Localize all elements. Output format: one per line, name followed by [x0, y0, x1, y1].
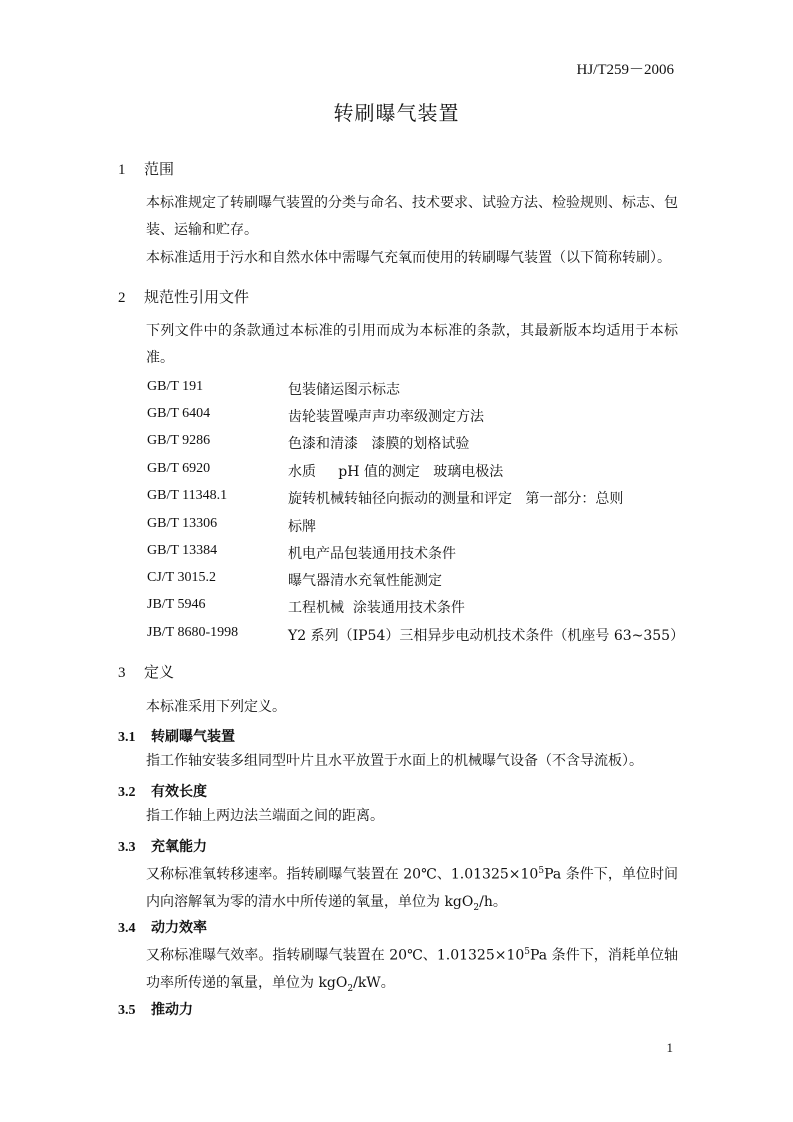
- standard-number: HJ/T259－2006: [576, 62, 674, 78]
- reference-title: 标牌: [288, 519, 316, 535]
- subscript: 2: [347, 983, 354, 994]
- reference-title: 工程机械 涂装通用技术条件: [288, 600, 465, 616]
- reference-code: JB/T 8680-1998: [147, 625, 239, 640]
- reference-code: GB/T 191: [147, 379, 204, 394]
- section-1-heading: [118, 158, 174, 179]
- reference-title: 水质 pH 值的测定 玻璃电极法: [288, 464, 504, 480]
- paragraph-text: [118, 939, 678, 1002]
- paragraph-text: 指工作轴安装多组同型叶片且水平放置于水面上的机械曝气设备（不含导流板）。: [146, 753, 643, 769]
- clause-number: 3.3: [118, 840, 136, 855]
- reference-code: JB/T 5946: [147, 597, 206, 612]
- text-segment: 又称标准氧转移速率。指转刷曝气装置在 20℃、1.01325×10: [146, 866, 539, 883]
- reference-code: GB/T 6404: [147, 406, 211, 421]
- reference-title: 曝气器清水充氧性能测定: [288, 573, 442, 589]
- text-segment: Pa 条件下，消耗单位轴功率所传递的氧量，单位为 kgO: [146, 947, 678, 991]
- superscript: 5: [538, 866, 545, 876]
- reference-code: CJ/T 3015.2: [147, 570, 216, 585]
- text-segment: Pa 条件下，单位时间内向溶解氧为零的清水中所传递的氧量，单位为 kgO: [146, 866, 678, 910]
- reference-title: 旋转机械转轴径向振动的测量和评定 第一部分：总则: [288, 491, 624, 507]
- reference-title: 齿轮装置噪声声功率级测定方法: [288, 409, 484, 425]
- definition-3-4-heading: [118, 917, 207, 937]
- section-title: 规范性引用文件: [144, 288, 250, 306]
- reference-title: 色漆和清漆 漆膜的划格试验: [288, 436, 470, 452]
- text-segment: /kW。: [353, 974, 395, 991]
- section-2-heading: [118, 286, 249, 307]
- paragraph-text: 指工作轴上两边法兰端面之间的距离。: [146, 808, 384, 824]
- section-1-paragraph-1: [118, 190, 678, 244]
- clause-title: 充氧能力: [151, 839, 207, 855]
- definition-3-3-text: [118, 858, 678, 921]
- section-number: 1: [118, 162, 126, 178]
- clause-title: 转刷曝气装置: [151, 729, 235, 745]
- section-title: 范围: [144, 160, 175, 178]
- clause-title: 动力效率: [151, 920, 207, 936]
- section-1-paragraph-2: [118, 245, 678, 272]
- reference-code: GB/T 13384: [147, 543, 218, 558]
- section-title: 定义: [144, 663, 175, 681]
- section-3-heading: [118, 661, 174, 682]
- text-segment: 又称标准曝气效率。指转刷曝气装置在 20℃、1.01325×10: [146, 947, 525, 964]
- section-number: 2: [118, 290, 126, 306]
- paragraph-text: 本标准规定了转刷曝气装置的分类与命名、技术要求、试验方法、检验规则、标志、包装、运输和贮存。: [146, 195, 678, 238]
- paragraph-text: [118, 858, 678, 921]
- section-number: 3: [118, 665, 126, 681]
- definition-3-1-text: [118, 748, 678, 775]
- clause-title: 推动力: [151, 1002, 193, 1018]
- definition-3-2-heading: [118, 781, 207, 801]
- clause-number: 3.5: [118, 1003, 136, 1018]
- definition-3-4-text: [118, 939, 678, 1002]
- clause-title: 有效长度: [151, 784, 207, 800]
- reference-title: Y2 系列（IP54）三相异步电动机技术条件（机座号 63~355）: [288, 628, 685, 644]
- clause-number: 3.4: [118, 921, 136, 936]
- reference-code: GB/T 6920: [147, 461, 211, 476]
- definition-3-1-heading: [118, 726, 235, 746]
- subscript: 2: [473, 902, 480, 913]
- reference-title: 包装储运图示标志: [288, 382, 400, 398]
- definition-3-2-text: [118, 803, 678, 830]
- section-2-paragraph-1: [118, 318, 678, 372]
- section-3-paragraph-1: [118, 694, 678, 721]
- reference-code: GB/T 11348.1: [147, 488, 228, 503]
- reference-title: 机电产品包装通用技术条件: [288, 546, 456, 562]
- reference-code: GB/T 13306: [147, 516, 218, 531]
- document-title: 转刷曝气装置: [333, 101, 460, 125]
- superscript: 5: [524, 947, 531, 957]
- definition-3-5-heading: [118, 999, 193, 1019]
- text-segment: /h。: [479, 893, 507, 910]
- paragraph-text: 本标准适用于污水和自然水体中需曝气充氧而使用的转刷曝气装置（以下简称转刷）。: [146, 250, 671, 266]
- page-number: 1: [666, 1040, 673, 1055]
- paragraph-text: 下列文件中的条款通过本标准的引用而成为本标准的条款，其最新版本均适用于本标准。: [146, 323, 678, 366]
- clause-number: 3.1: [118, 730, 136, 745]
- reference-code: GB/T 9286: [147, 433, 211, 448]
- definition-3-3-heading: [118, 836, 207, 856]
- clause-number: 3.2: [118, 785, 136, 800]
- paragraph-text: 本标准采用下列定义。: [146, 699, 286, 715]
